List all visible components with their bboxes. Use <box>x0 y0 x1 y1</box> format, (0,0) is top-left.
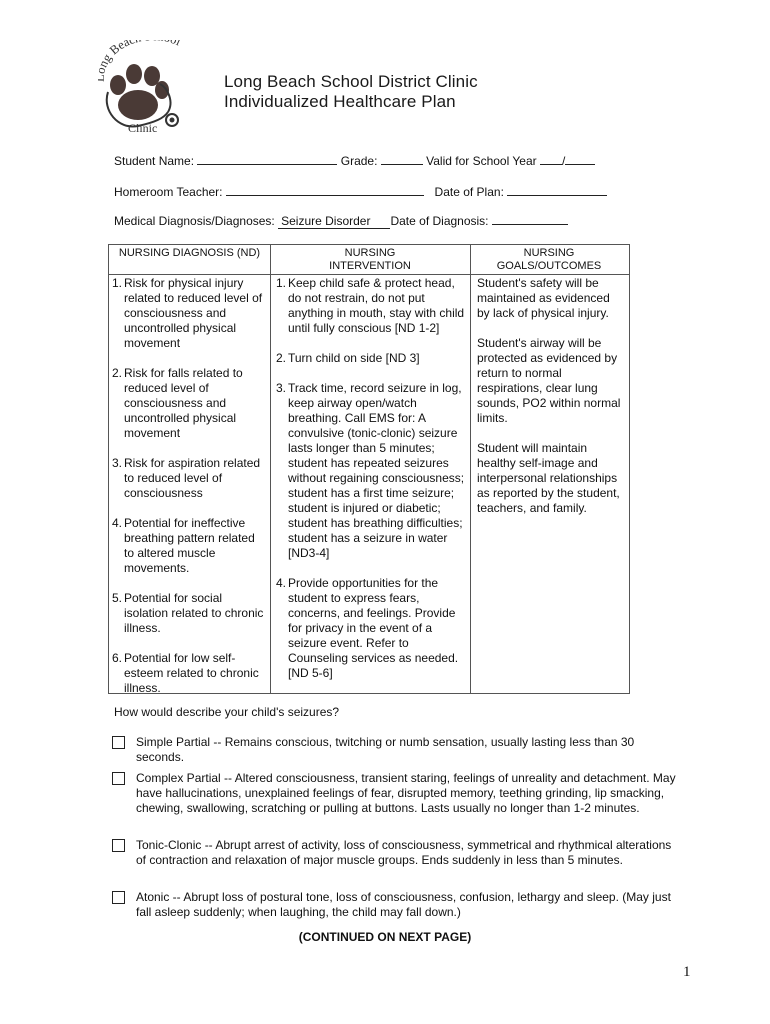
logo-text-top: g Bea l <box>99 40 184 65</box>
tonic-clonic-checkbox[interactable] <box>112 839 125 852</box>
option-text: Simple Partial -- Remains conscious, twitching or numb sensation, usually lasting less than 30 seconds. <box>136 735 635 764</box>
grade-field[interactable] <box>381 153 423 165</box>
valid-year-separator: / <box>561 154 566 168</box>
option-text: Atonic -- Abrupt loss of postural tone, loss of consciousness, confusion, lethargy and sleep. (May just fall asleep suddenly; when laughing, the child may fall down.) <box>136 890 671 919</box>
date-of-diagnosis-label: Date of Diagnosis: <box>390 214 489 228</box>
option-tonic-clonic <box>112 838 682 868</box>
clinic-logo <box>98 40 208 135</box>
option-simple-partial <box>112 735 682 765</box>
diagnosis-column <box>112 276 268 696</box>
simple-partial-checkbox[interactable] <box>112 736 125 749</box>
goals-column <box>477 276 625 516</box>
page-title: Long Beach School District Clinic <box>224 72 478 91</box>
date-of-diagnosis-field[interactable] <box>492 213 568 225</box>
date-of-plan-label: Date of Plan: <box>434 185 504 199</box>
goal-item: Student will maintain healthy self-image and interpersonal relationships as reported by the student, teachers, and family. <box>477 441 620 515</box>
teacher-row <box>114 184 607 199</box>
diagnosis-item: 6. Potential for low self-esteem related to chronic illness. <box>112 651 259 695</box>
homeroom-teacher-label: Homeroom Teacher: <box>114 185 223 199</box>
intervention-column <box>276 276 466 681</box>
paw-stethoscope-icon <box>98 40 208 135</box>
atonic-checkbox[interactable] <box>112 891 125 904</box>
header-nursing-goals: NURSING GOALS/OUTCOMES <box>496 247 602 272</box>
diagnosis-item: 2. Risk for falls related to reduced level of consciousness and uncontrolled physical movement <box>112 366 243 440</box>
option-text: Complex Partial -- Altered consciousness, transient staring, feelings of unreality and detachment. May have hallucinations, unexplained feelings of fear, disrupted memory, teething grinding, lip smacking, chewing, swallowing, scratching or pulling at buttons. Lasts usually no longer than 1-2 minutes. <box>136 771 676 815</box>
student-info-row <box>114 153 595 168</box>
diagnosis-item: 4. Potential for ineffective breathing pattern related to altered muscle movements. <box>112 516 255 575</box>
medical-diagnosis-label: Medical Diagnosis/Diagnoses: <box>114 214 275 228</box>
intervention-item: 3. Track time, record seizure in log, keep airway open/watch breathing. Call EMS for: A convulsive (tonic-clonic) seizure lasts longer than 5 minutes; student has repeated seizures without regaining consciousness; student has a first time seizure; student is injured or diabetic; student has breathing difficulties; student has a seizure in water [ND3-4] <box>276 381 465 560</box>
student-name-field[interactable] <box>197 153 337 165</box>
option-text: Tonic-Clonic -- Abrupt arrest of activity, loss of consciousness, symmetrical and rhythmical alterations of contraction and relaxation of major muscle groups. Ends suddenly in less than 5 minutes. <box>136 838 672 867</box>
valid-year-label: Valid for School Year <box>426 154 537 168</box>
diagnosis-item: 1. Risk for physical injury related to reduced level of consciousness and uncontrolled physical movement <box>112 276 263 350</box>
logo-text-bottom: Clinic <box>128 121 158 135</box>
homeroom-teacher-field[interactable] <box>226 184 424 196</box>
grade-label: Grade: <box>340 154 378 168</box>
student-name-label: Student Name: <box>114 154 195 168</box>
intervention-item: 1. Keep child safe & protect head, do not restrain, do not put anything in mouth, stay with child until fully conscious [ND 1-2] <box>276 276 465 335</box>
header-nursing-intervention: NURSING INTERVENTION <box>329 247 411 272</box>
intervention-item: 2. Turn child on side [ND 3] <box>276 351 420 365</box>
diagnosis-item: 3. Risk for aspiration related to reduced level of consciousness <box>112 456 261 500</box>
intervention-item: 4. Provide opportunities for the student to express fears, concerns, and feelings. Provide for privacy in the event of a seizure event. Refer to Counseling services as needed. [ND 5-6] <box>276 576 459 680</box>
option-complex-partial <box>112 771 682 816</box>
diagnosis-item: 5. Potential for social isolation related to chronic illness. <box>112 591 264 635</box>
diagnosis-row <box>114 213 568 228</box>
medical-diagnosis-field[interactable]: Seizure Disorder <box>278 214 390 229</box>
page-subtitle: Individualized Healthcare Plan <box>224 92 456 111</box>
complex-partial-checkbox[interactable] <box>112 772 125 785</box>
page-number: 1 <box>683 964 691 980</box>
seizure-question: How would describe your child's seizures? <box>114 705 340 719</box>
valid-year-end-field[interactable] <box>565 153 595 165</box>
header-nursing-diagnosis: NURSING DIAGNOSIS (ND) <box>118 247 261 259</box>
goal-item: Student's airway will be protected as evidenced by return to normal respirations, clear lung sounds, PO2 within normal limits. <box>477 336 621 425</box>
date-of-plan-field[interactable] <box>507 184 607 196</box>
nursing-plan-table <box>108 244 630 694</box>
continued-notice: (CONTINUED ON NEXT PAGE) <box>298 930 472 944</box>
valid-year-start-field[interactable] <box>540 153 562 165</box>
goal-item: Student's safety will be maintained as evidenced by lack of physical injury. <box>477 276 610 320</box>
option-atonic <box>112 890 682 920</box>
